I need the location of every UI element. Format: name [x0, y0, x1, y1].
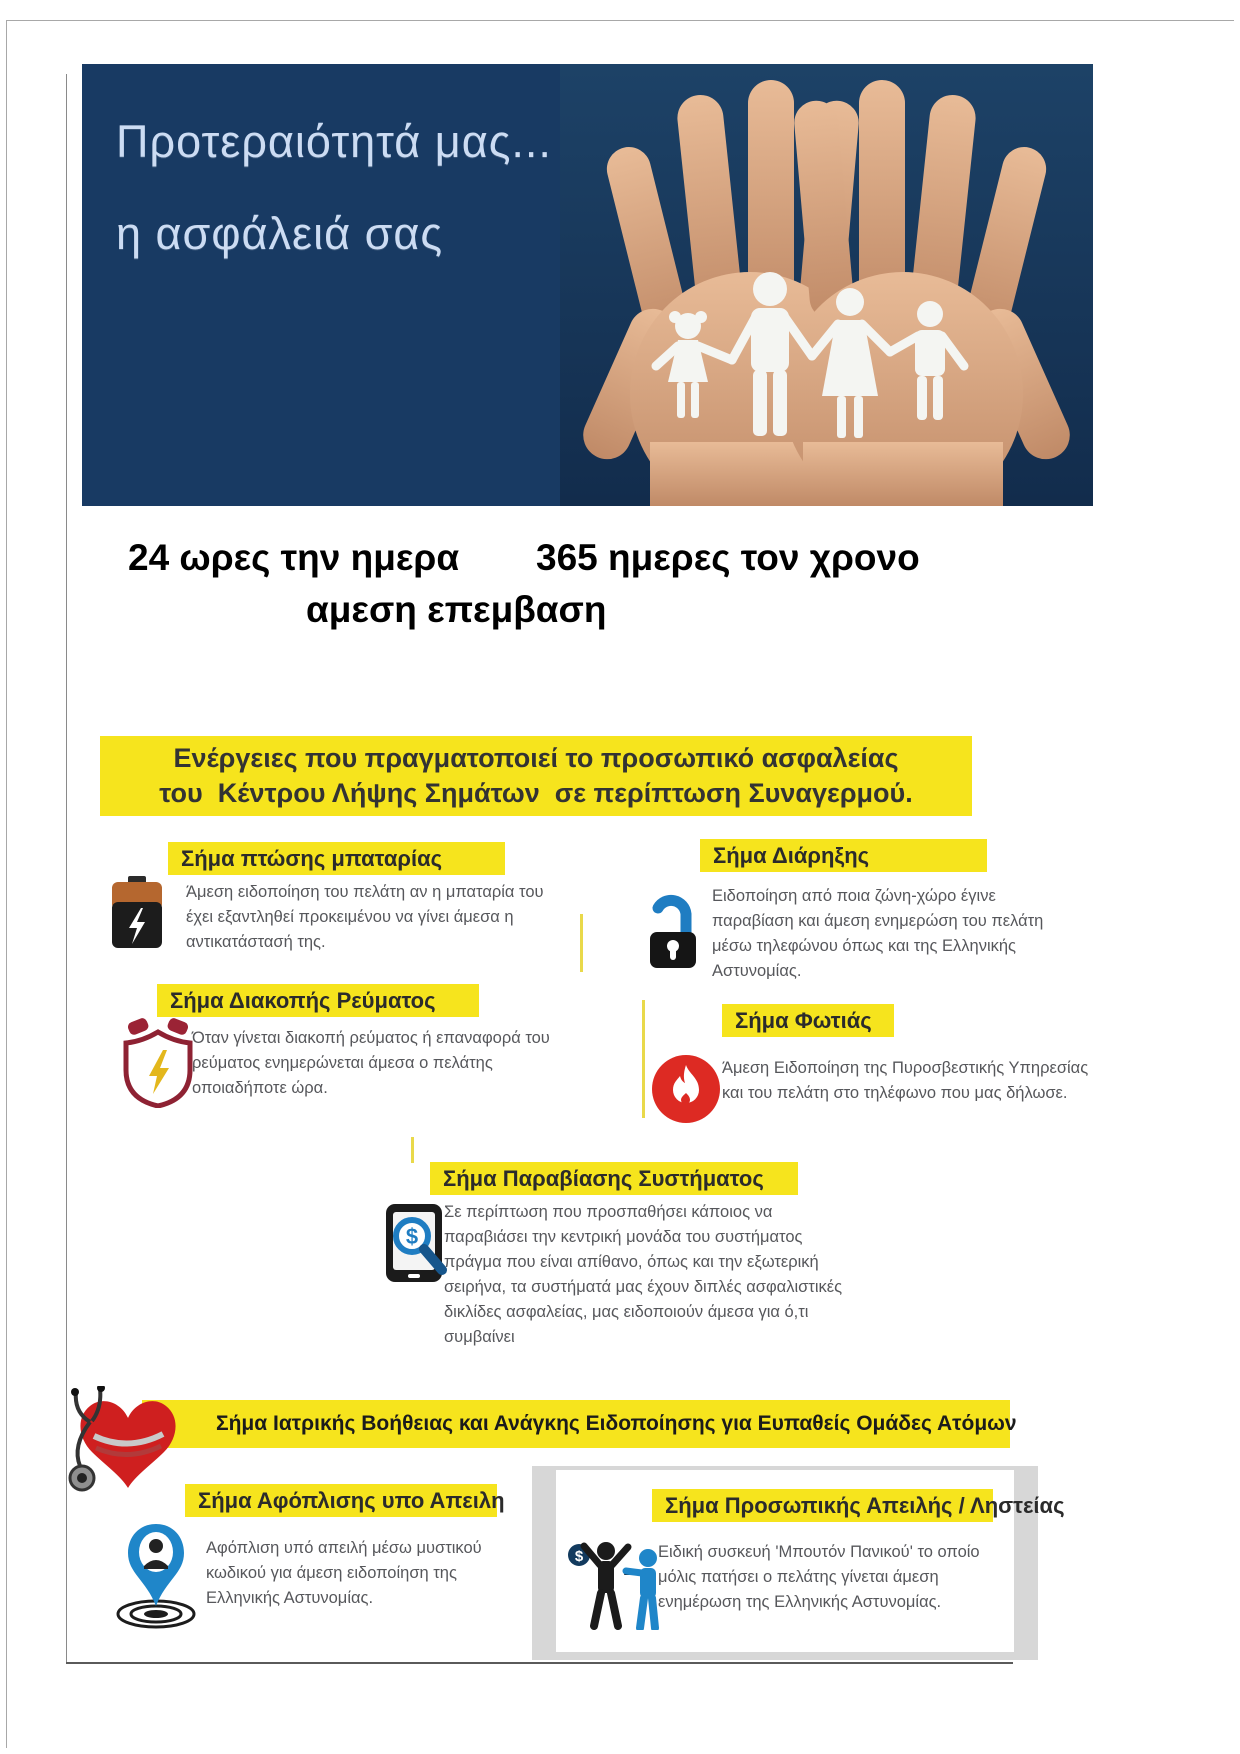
disarm-title: Σήμα Αφόπλισης υπο Απειλη: [185, 1484, 497, 1517]
disarm-body: Αφόπλιση υπό απειλή μέσω μυστικού κωδικού για άμεση ειδοποίηση της Ελληνικής Αστυνομίας.: [206, 1539, 482, 1607]
battery-body: Άμεση ειδοποίηση του πελάτη αν η μπαταρία του έχει εξαντληθεί προκειμένου να γίνει άμεσα η αντικατάστασή της.: [186, 883, 544, 951]
fire-title: Σήμα Φωτιάς: [722, 1004, 894, 1037]
main-header: [100, 736, 972, 816]
hands-family-photo: [560, 64, 1093, 506]
tagline-days: 365 ημερες τον χρονο: [536, 537, 920, 578]
robbery-figures-icon: [566, 1538, 666, 1630]
power-title: Σήμα Διακοπής Ρεύματος: [157, 984, 479, 1017]
divider-stub: [642, 1000, 645, 1118]
tamper-body: Σε περίπτωση που προσπαθήσει κάποιος να παραβιάσει την κεντρική μονάδα του συστήματος πράγμα που είναι απίθανο, όπως και την εξωτερική σειρήνα, τα συστήματά μας έχουν διπλές ασφαλιστικές δικλίδες ασφαλείας, μας ειδοποιούν άμεσα για ό,τι συμβαίνει: [444, 1203, 843, 1346]
medical-band: [142, 1400, 1017, 1448]
burglary-body: Ειδοποίηση από ποια ζώνη-χώρο έγινε παραβίαση και άμεση ενημερώση του πελάτη μέσω τηλεφώνου όπως και της Ελληνικής Αστυνομίας.: [712, 887, 1044, 980]
main-header-line2: του Κέντρου Λήψης Σημάτων σε περίπτωση Συναγερμού.: [159, 778, 913, 808]
panic-title: Σήμα Προσωπικής Απειλής / Ληστείας: [652, 1489, 993, 1522]
panic-body: Ειδική συσκευή 'Μπουτόν Πανικού' το οποίο μόλις πατήσει ο πελάτης γίνεται άμεση ενημέρωση της Ελληνικής Αστυνομίας.: [658, 1543, 980, 1611]
battery-title: Σήμα πτώσης μπαταρίας: [168, 842, 505, 875]
svg-text:$: $: [574, 1548, 584, 1565]
flame-icon: [650, 1053, 722, 1125]
medical-title: Σήμα Ιατρικής Βοήθειας και Ανάγκης Ειδοποίησης για Ευπαθείς Ομάδες Ατόμων: [216, 1412, 1017, 1435]
shield-bolt-icon: [116, 1018, 200, 1108]
banner-slogan-line2: η ασφάλειά σας: [116, 208, 444, 259]
battery-icon: [106, 874, 168, 952]
tagline-hours: 24 ωρες την ημερα: [128, 537, 460, 578]
divider-stub: [411, 1137, 414, 1163]
tagline-intervention: αμεση επεμβαση: [306, 589, 607, 630]
banner-slogan-line1: Προτεραιότητά μας...: [116, 116, 552, 167]
page-left-border: [6, 20, 7, 1748]
bottom-divider: [66, 1662, 1013, 1664]
hero-banner: [82, 64, 1093, 506]
divider-stub: [580, 914, 583, 972]
tamper-title: Σήμα Παραβίασης Συστήματος: [430, 1162, 798, 1195]
pin-person-radar-icon: [116, 1522, 196, 1630]
svg-text:$: $: [405, 1224, 419, 1249]
heart-stethoscope-icon: [64, 1386, 189, 1504]
main-header-line1: Ενέργειες που πραγματοποιεί το προσωπικό ασφαλείας: [173, 743, 899, 773]
burglary-title: Σήμα Διάρηξης: [700, 839, 987, 872]
banner-text-column: [82, 64, 560, 506]
page-top-border: [6, 20, 1234, 21]
power-body: Όταν γίνεται διακοπή ρεύματος ή επαναφορά του ρεύματος ενημερώνεται άμεσα ο πελάτης οποιαδήποτε ώρα.: [192, 1029, 550, 1097]
fire-body: Άμεση Ειδοποίηση της Πυροσβεστικής Υπηρεσίας και του πελάτη στο τηλέφωνο που μας δήλωσε.: [722, 1059, 1089, 1102]
open-padlock-icon: [636, 886, 702, 970]
